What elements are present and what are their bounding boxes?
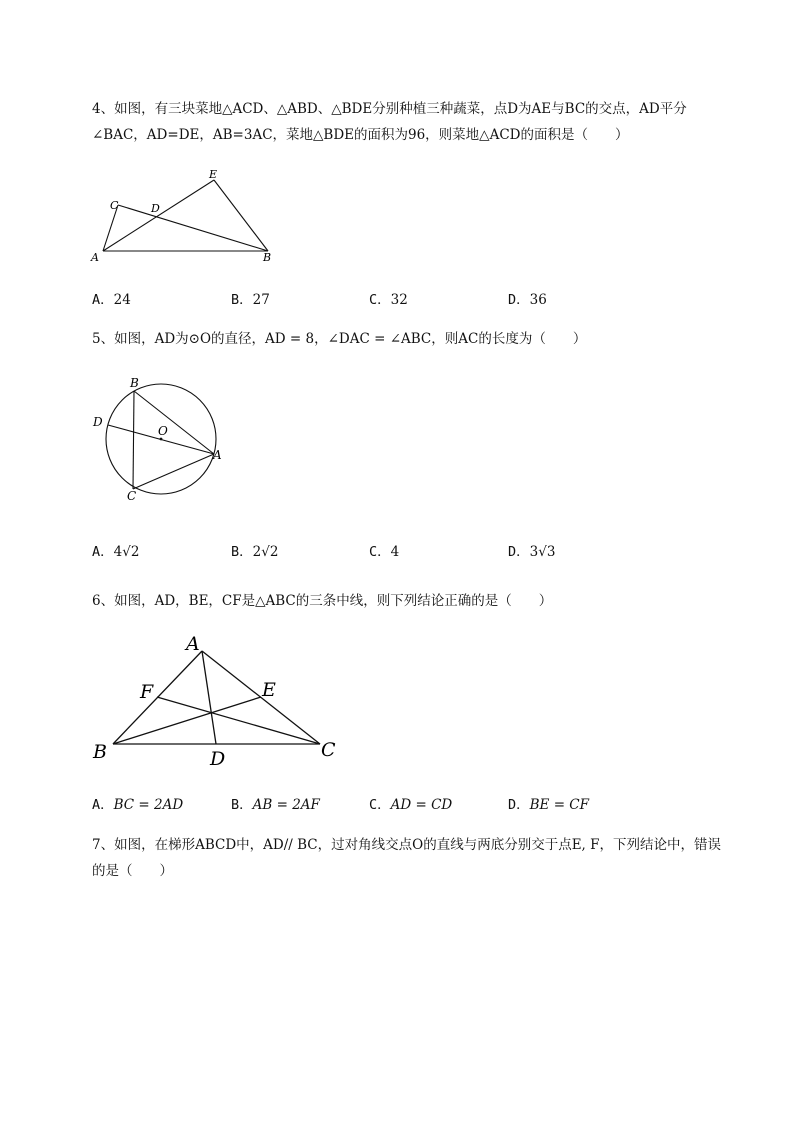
option-d[interactable]: D．BE = CF	[508, 797, 590, 813]
label-d: D	[151, 202, 160, 215]
question-4-text: 4、如图，有三块菜地△ACD、△ABD、△BDE分别种植三种蔬菜，点D为AE与BC的交点，AD平分∠BAC，AD=DE，AB=3AC，菜地△BDE的面积为96，则菜地△ACD的面积是（ ）	[92, 101, 687, 143]
question-6-options	[92, 793, 712, 815]
option-b[interactable]: B．27	[231, 292, 270, 308]
question-5-options	[92, 540, 712, 562]
label-c: C	[321, 739, 336, 761]
option-a[interactable]: A．BC = 2AD	[92, 797, 184, 813]
segment-ca	[133, 454, 214, 489]
median-ad	[202, 651, 216, 744]
label-d: D	[210, 748, 226, 770]
question-6-figure	[88, 628, 348, 773]
option-c[interactable]: C．4	[369, 544, 400, 560]
label-d: D	[93, 415, 103, 429]
option-a[interactable]: A．4√2	[92, 544, 140, 560]
question-4-figure	[88, 165, 288, 265]
label-b: B	[130, 376, 139, 390]
question-5-figure	[88, 372, 238, 504]
option-d[interactable]: D．36	[508, 292, 547, 308]
label-b: B	[93, 741, 107, 763]
option-b[interactable]: B．AB = 2AF	[231, 797, 320, 813]
segment-ba	[134, 391, 214, 454]
label-c: C	[110, 199, 119, 212]
option-c[interactable]: C．AD = CD	[369, 797, 453, 813]
label-f: F	[140, 681, 154, 703]
segment-ae	[103, 180, 214, 251]
question-4-options	[92, 288, 712, 310]
segment-eb	[214, 180, 268, 251]
question-6-text: 6、如图，AD，BE，CF是△ABC的三条中线，则下列结论正确的是（ ）	[92, 593, 553, 609]
segment-cb	[118, 205, 268, 251]
label-o: O	[158, 424, 168, 438]
option-a[interactable]: A．24	[92, 292, 131, 308]
question-7-text: 7、如图，在梯形ABCD中，AD// BC，过对角线交点O的直线与两底分别交于点E, F，下列结论中，错误的是（ ）	[92, 837, 721, 879]
label-a: A	[91, 251, 99, 264]
label-e: E	[262, 679, 276, 701]
label-a: A	[213, 448, 222, 462]
option-c[interactable]: C．32	[369, 292, 408, 308]
label-b: B	[263, 251, 272, 264]
label-e: E	[209, 168, 218, 181]
option-b[interactable]: B．2√2	[231, 544, 279, 560]
option-d[interactable]: D．3√3	[508, 544, 556, 560]
question-5-text: 5、如图，AD为⊙O的直径，AD = 8，∠DAC = ∠ABC，则AC的长度为（ ）	[92, 331, 587, 347]
center-point	[160, 438, 163, 441]
label-a: A	[186, 633, 200, 655]
segment-bc	[133, 391, 134, 489]
label-c: C	[127, 489, 137, 503]
